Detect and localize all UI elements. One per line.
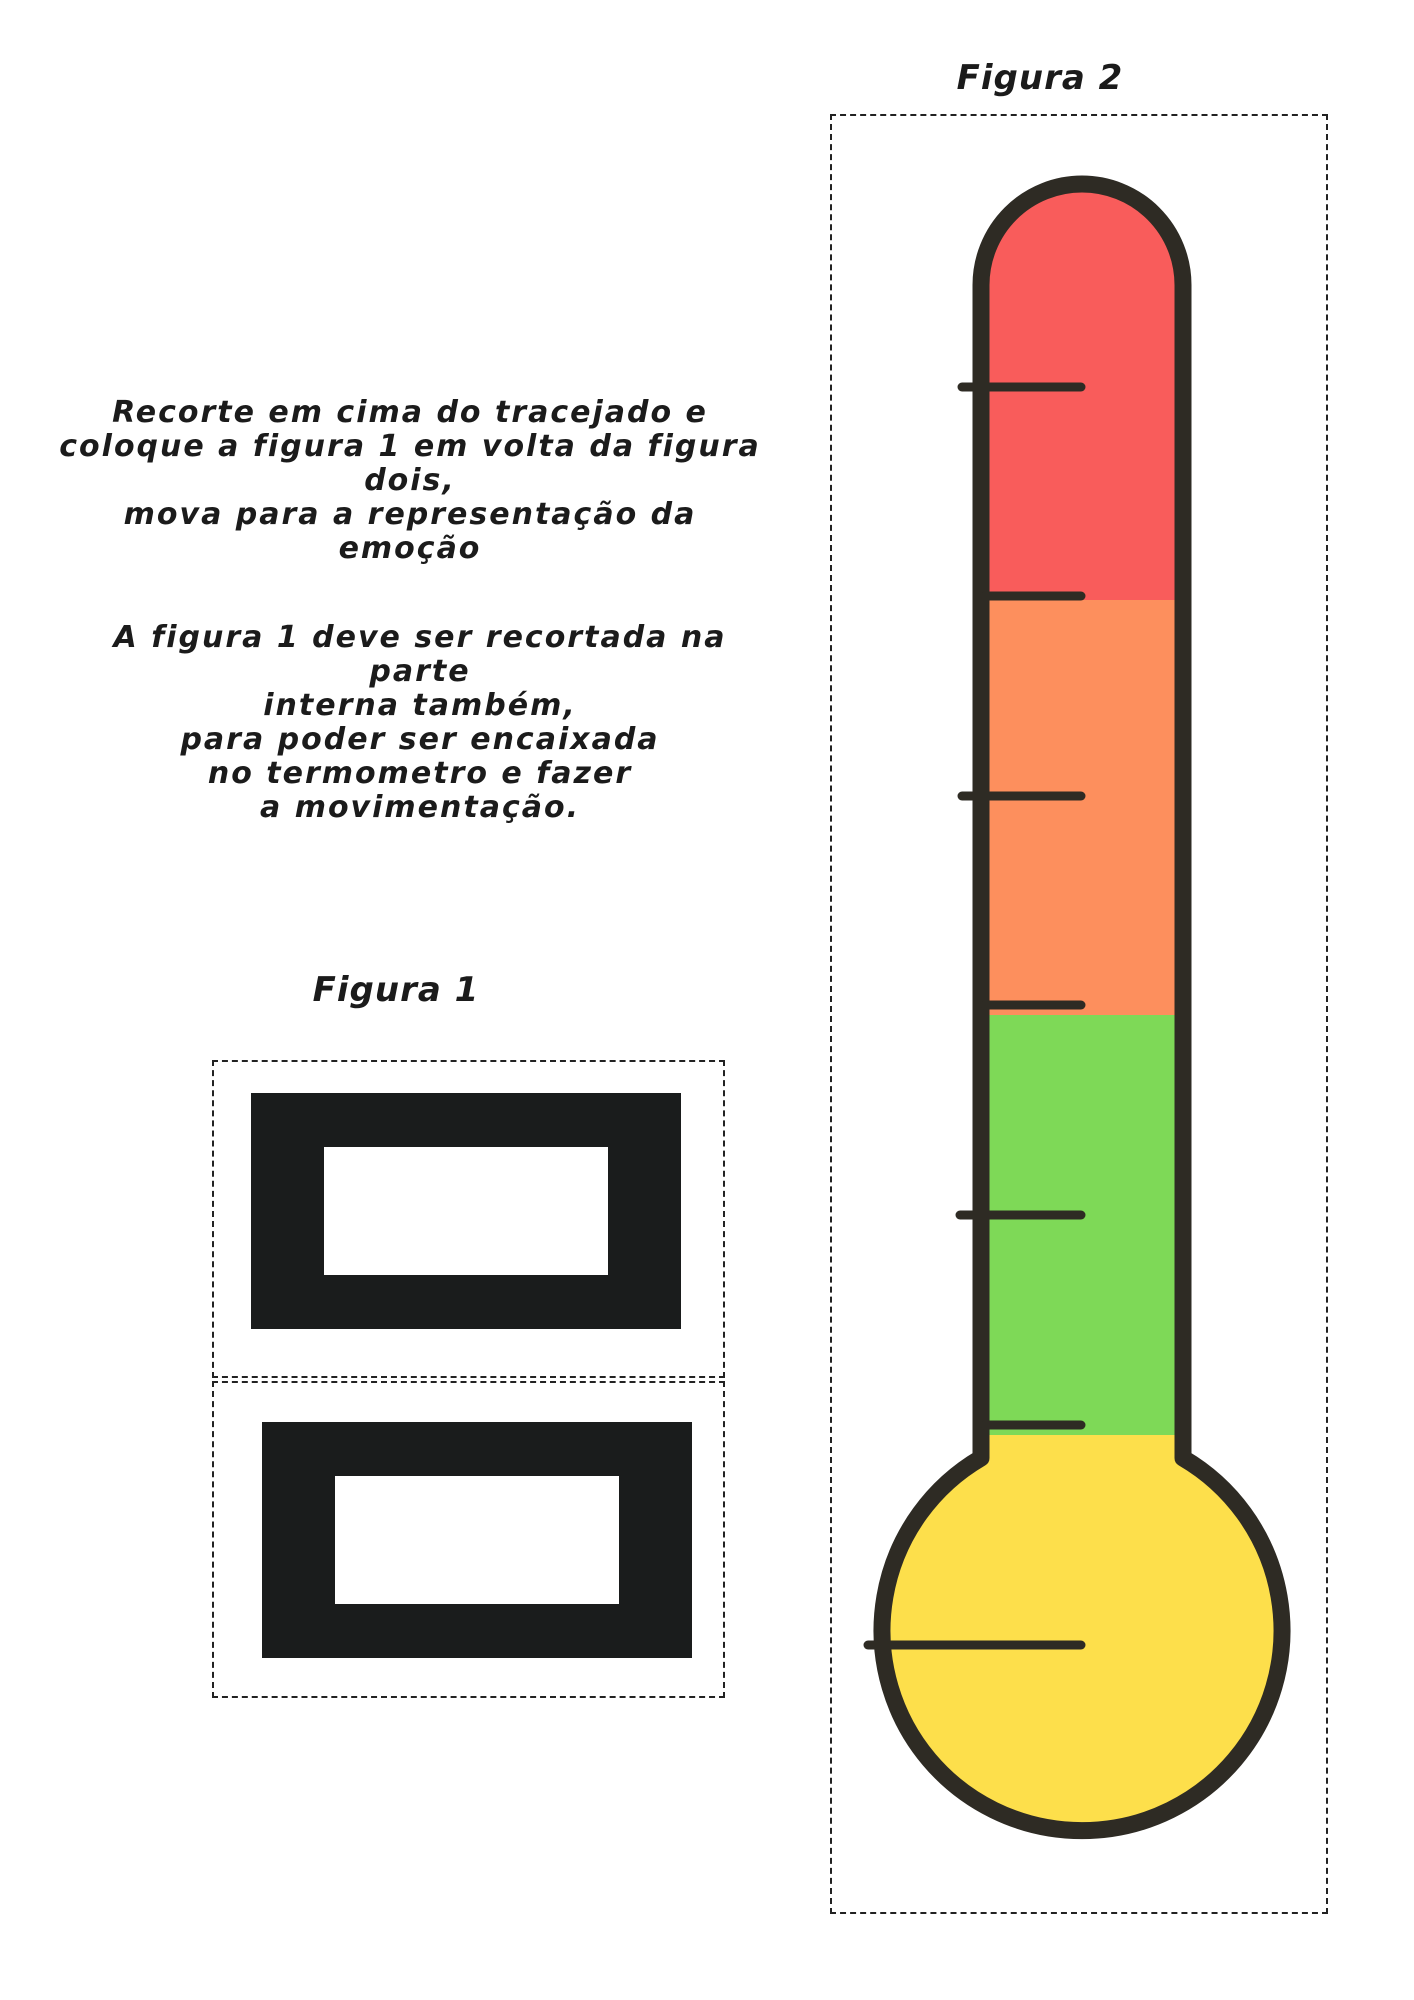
figure-2-label: Figura 2 bbox=[956, 58, 1124, 98]
figure-1-label: Figura 1 bbox=[312, 970, 480, 1010]
instruction-paragraph-1: Recorte em cima do tracejado e coloque a figura 1 em volta da figura dois, mova para a representação da emoção bbox=[59, 395, 761, 566]
thermometer-upper-middle-band bbox=[970, 600, 1200, 1015]
thermometer-lower-middle-band bbox=[970, 1015, 1200, 1435]
instruction-paragraph-2: A figura 1 deve ser recortada na parte interna também, para poder ser encaixada no termometro e fazer a movimentação. bbox=[113, 620, 727, 825]
